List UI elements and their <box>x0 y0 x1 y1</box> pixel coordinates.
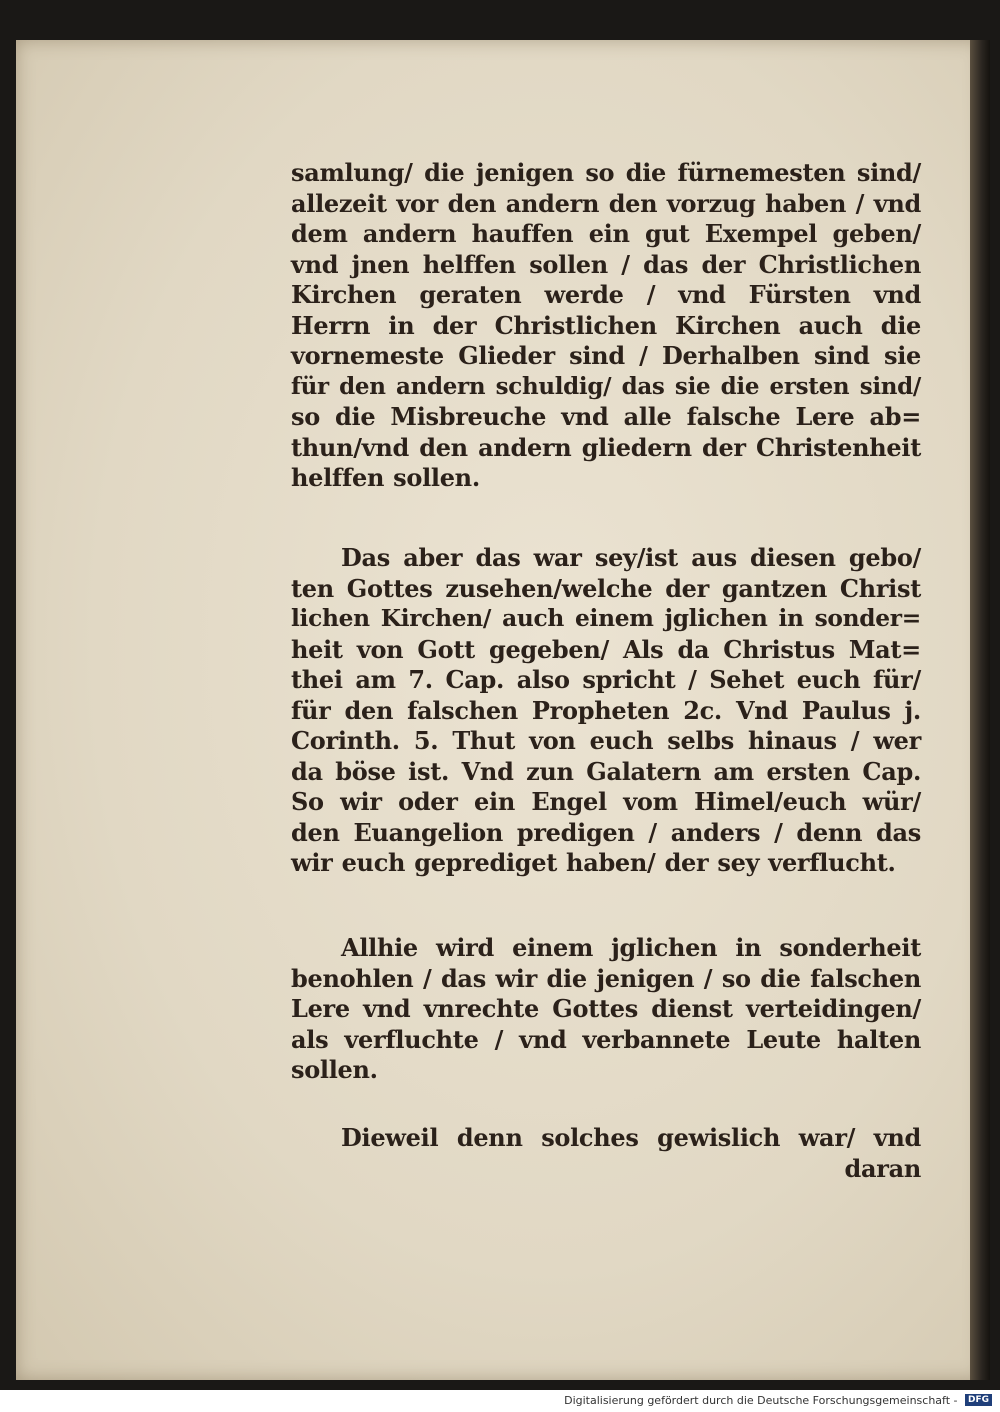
text-line: samlung/ die jenigen so die fürnemesten sind/ <box>291 158 921 187</box>
text-line: benohlen / das wir die jenigen / so die falschen <box>291 963 921 993</box>
text-line: allezeit vor den andern den vorzug haben / vnd <box>291 188 921 218</box>
text-line: da böse ist. Vnd zun Galatern am ersten Cap. <box>291 756 921 786</box>
text-line: so die Misbreuche vnd alle falsche Lere ab= <box>291 402 921 431</box>
text-line: vnd jnen helffen sollen / das der Christlichen <box>291 249 921 279</box>
text-line: für den falschen Propheten 2c. Vnd Paulus j. <box>291 695 921 725</box>
text-line: für den andern schuldig/ das sie die ersten sind/ <box>291 372 921 400</box>
text-line: Dieweil denn solches gewislich war/ vnd <box>341 1123 921 1152</box>
text-line: So wir oder ein Engel vom Himel/euch wür/ <box>291 787 921 816</box>
text-line: lichen Kirchen/ auch einem jglichen in sonder= <box>291 605 921 632</box>
paragraph-2 <box>291 543 921 879</box>
digitization-footer <box>0 1390 992 1412</box>
book-page <box>16 40 982 1380</box>
text-line: helffen sollen. <box>291 463 480 492</box>
footer-credit: Digitalisierung gefördert durch die Deutsche Forschungsgemeinschaft - <box>564 1394 958 1407</box>
text-line: Corinth. 5. Thut von euch selbs hinaus / wer <box>291 726 921 755</box>
catchword: daran <box>844 1153 921 1183</box>
paragraph-3 <box>291 933 921 1086</box>
text-line: wir euch geprediget haben/ der sey verflucht. <box>291 848 896 877</box>
text-line: dem andern hauffen ein gut Exempel geben/ <box>291 219 921 248</box>
text-line: Lere vnd vnrechte Gottes dienst verteidingen/ <box>291 994 921 1023</box>
text-line: thun/vnd den andern gliedern der Christenheit <box>291 432 921 462</box>
paragraph-4 <box>291 1123 921 1184</box>
text-line: als verfluchte / vnd verbannete Leute halten <box>291 1024 921 1054</box>
text-line: heit von Gott gegeben/ Als da Christus Mat= <box>291 634 921 664</box>
text-line: Herrn in der Christlichen Kirchen auch die <box>291 310 921 340</box>
text-line: ten Gottes zusehen/welche der gantzen Christ <box>291 573 921 603</box>
text-line: Allhie wird einem jglichen in sonderheit <box>341 933 921 962</box>
text-line: vornemeste Glieder sind / Derhalben sind sie <box>291 341 921 370</box>
text-line: den Euangelion predigen / anders / denn das <box>291 817 921 847</box>
book-spine-edge <box>970 40 990 1380</box>
text-line: sollen. <box>291 1055 378 1084</box>
text-line: Das aber das war sey/ist aus diesen gebo/ <box>341 543 921 572</box>
text-line: thei am 7. Cap. also spricht / Sehet euch für/ <box>291 665 921 694</box>
text-line: Kirchen geraten werde / vnd Fürsten vnd <box>291 280 921 309</box>
dfg-logo: DFG <box>965 1394 992 1406</box>
paragraph-1 <box>291 158 921 494</box>
